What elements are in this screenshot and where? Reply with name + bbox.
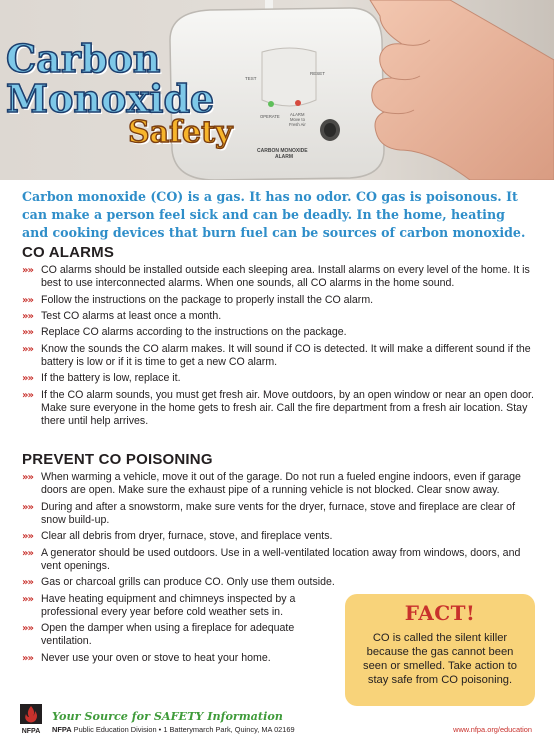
nfpa-logo-icon <box>18 702 44 736</box>
bullet-icon: »» <box>22 593 33 605</box>
footer-org: NFPA <box>52 725 72 734</box>
list-item: »» When warming a vehicle, move it out of the garage. Do not run a fueled engine indoors, even if garage doors are open. Make sure the exhaust pipe of a running vehicle is not blocked. Clear snow away. <box>22 471 521 497</box>
footer-division <box>52 725 295 734</box>
co-alarms-section <box>22 244 534 432</box>
co-alarms-heading: CO ALARMS <box>22 244 115 261</box>
title-line-monoxide: Monoxide <box>6 76 215 121</box>
svg-text:CARBON MONOXIDEALARM: CARBON MONOXIDE ALARM <box>257 148 308 160</box>
footer-tagline: Your Source for SAFETY Information <box>52 709 283 723</box>
bullet-icon: »» <box>22 531 33 543</box>
list-item: »» CO alarms should be installed outside each sleeping area. Install alarms on every level of the home. It is best to use interconnected alarms. When one sounds, all CO alarms in the home sound. <box>22 264 530 290</box>
fact-box <box>345 594 535 706</box>
list-item: »» Open the damper when using a fireplace for adequate ventilation. <box>22 622 295 648</box>
intro-paragraph: Carbon monoxide (CO) is a gas. It has no odor. CO gas is poisonous. It can make a person feel sick and can be deadly. In the home, heating and cooking devices that burn fuel can be sources of carbon monoxide. <box>22 189 526 240</box>
list-item: »» Clear all debris from dryer, furnace, stove, and fireplace vents. <box>22 530 333 543</box>
list-item: »» Gas or charcoal grills can produce CO. Only use them outside. <box>22 576 335 589</box>
fact-title: FACT! <box>404 601 476 625</box>
title-line-carbon: Carbon <box>6 36 161 81</box>
bullet-icon: »» <box>22 294 33 306</box>
list-item: »» During and after a snowstorm, make sure vents for the dryer, furnace, stove and fireplace are clear of snow build-up. <box>22 500 516 526</box>
footer <box>0 700 554 742</box>
list-item: »» Never use your oven or stove to heat your home. <box>22 651 271 664</box>
nfpa-logo-text: NFPA <box>21 728 41 735</box>
bullet-icon: »» <box>22 389 33 401</box>
co-alarms-list <box>22 264 534 428</box>
prevent-co-heading: PREVENT CO POISONING <box>22 451 213 468</box>
list-item: »» Test CO alarms at least once a month. <box>22 309 222 322</box>
fact-text: CO is called the silent killer because the gas cannot been seen or smelled. Take action to stay safe from CO poisoning. <box>362 632 518 686</box>
title-line-safety: Safety <box>128 115 233 150</box>
list-item: »» Have heating equipment and chimneys inspected by a professional every year before cold weather sets in. <box>22 592 296 618</box>
bullet-icon: »» <box>22 265 33 276</box>
bullet-icon: »» <box>22 343 33 355</box>
list-item: »» Replace CO alarms according to the instructions on the package. <box>22 326 347 339</box>
reset-label: RESET <box>310 71 326 76</box>
bullet-icon: »» <box>22 547 33 559</box>
list-item: »» Follow the instructions on the package to properly install the CO alarm. <box>22 293 374 306</box>
operate-label: OPERATE <box>260 114 280 119</box>
list-item: »» If the battery is low, replace it. <box>22 372 181 385</box>
bullet-icon: »» <box>22 501 33 513</box>
footer-url-link[interactable]: www.nfpa.org/education <box>453 725 532 734</box>
svg-text:ALARMMove toFresh Air: ALARM Move to Fresh Air <box>289 112 306 127</box>
bullet-icon: »» <box>22 373 33 385</box>
bullet-icon: »» <box>22 652 33 664</box>
test-label: TEST <box>245 76 257 81</box>
bullet-icon: »» <box>22 472 33 483</box>
page-title <box>6 36 266 150</box>
footer-division-text: Public Education Division • 1 Batterymarch Park, Quincy, MA 02169 <box>73 725 295 734</box>
hero-photo <box>0 0 554 180</box>
list-item: »» A generator should be used outdoors. Use in a well-ventilated location away from windows, doors, and vent openings. <box>22 546 521 572</box>
bullet-icon: »» <box>22 310 33 322</box>
bullet-icon: »» <box>22 327 33 339</box>
bullet-icon: »» <box>22 577 33 589</box>
bullet-icon: »» <box>22 623 33 635</box>
list-item: »» Know the sounds the CO alarm makes. It will sound if CO is detected. It will make a different sound if the battery is low or if it is time to get a new CO alarm. <box>22 342 531 368</box>
list-item: »» If the CO alarm sounds, you must get fresh air. Move outdoors, by an open window or near an open door. Make sure everyone in the home gets to fresh air. Call the fire department from a fresh air location. Stay there until help arrives. <box>22 388 534 428</box>
